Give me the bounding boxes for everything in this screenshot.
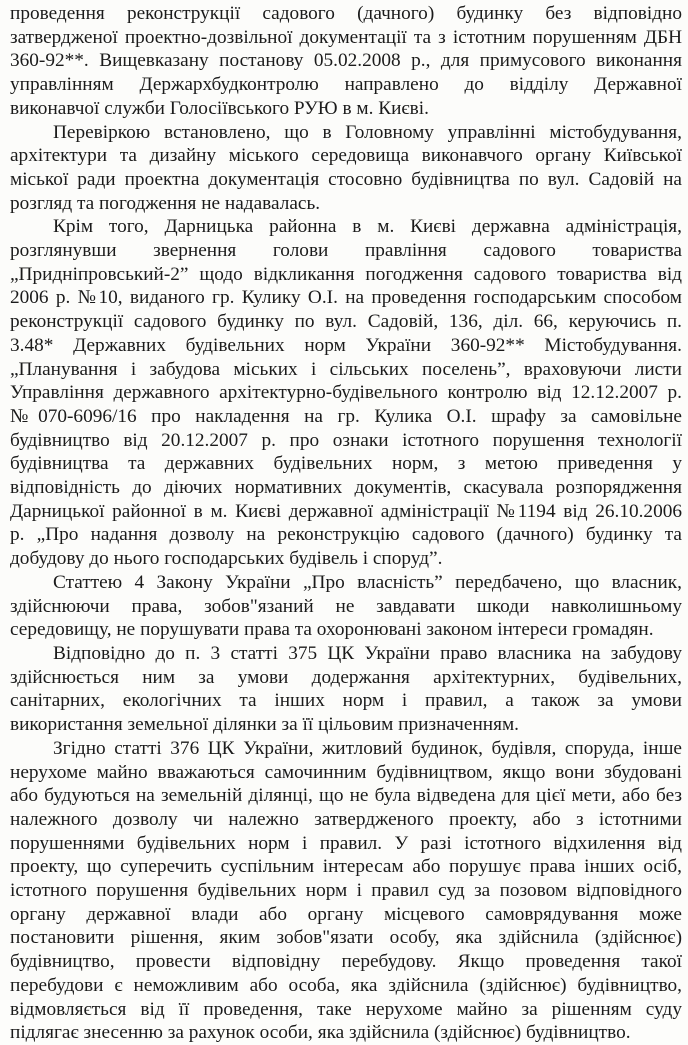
text-line: розглянувши звернення голови правління садового товариства [10,240,682,262]
text-line: проведення реконструкції садового (дачного) будинку без відповідно [10,3,682,24]
text-line: здійснюючи права, зобов"язаний не завдавати шкоди навколишньому [10,595,682,617]
text-line: управлінням Держархбудконтролю направлено до відділу Державної [10,74,682,96]
text-line: істотного порушення будівельних норм і правил суд за позовом відповідного [10,880,682,902]
text-line: виконавчої служби Голосіївського РУЮ в м. Києві. [10,97,429,119]
paragraph-5 [10,642,682,737]
text-line: р. „Про надання дозволу на реконструкцію садового (дачного) будинку та [10,524,682,546]
text-line: 3.48* Державних будівельних норм України 360-92** Містобудування. [10,334,682,356]
text-line: порушеннями будівельних норм і правил. У разі істотного відхилення від [10,832,682,854]
text-line: 360-92**. Вищевказану постанову 05.02.2008 р., для примусового виконання [10,50,682,72]
paragraph-6 [10,737,682,1045]
text-line: відмовляється від її проведення, таке нерухоме майно за рішенням суду [10,998,682,1020]
text-line: Згідно статті 376 ЦК України, житловий будинок, будівля, споруда, інше [53,737,682,759]
paragraph-1 [10,2,682,121]
text-line: розгляд та погодження не надавалась. [10,192,321,214]
text-line: №070-6096/16 про накладення на гр. Кулика О.І. шрафу за самовільне [10,405,682,427]
text-line: здійснюється ним за умови додержання архітектурних, будівельних, [10,666,682,688]
paragraph-4 [10,571,682,642]
text-line: добудову до нього господарських будівель і споруд”. [10,548,443,570]
text-line: нерухоме майно вважаються самочинним будівництвом, якщо вони збудовані [10,761,682,783]
text-line: затвердженої проектно-дозвільної документації та з істотним порушенням ДБН [10,26,682,48]
text-line: Статтею 4 Закону України „Про власність” передбачено, що власник, [53,571,682,593]
text-line: або будуються на земельній ділянці, що не була відведена для цієї мети, або без [10,785,682,807]
text-line: постановити рішення, яким зобов"язати особу, яка здійснила (здійснює) [10,927,682,949]
text-line: будівництво, провести відповідну перебудову. Якщо проведення такої [10,951,682,973]
text-line: Дарницької районної в м. Києві державної адміністрації №1194 від 26.10.2006 [10,500,682,522]
paragraph-2 [10,121,682,216]
text-line: Крім того, Дарницька районна в м. Києві державна адміністрація, [53,216,682,238]
text-line: „Придніпровський-2” щодо відкликання погодження садового товариства від [10,263,682,285]
text-line: належного дозволу чи належно затвердженого проекту, або з істотними [10,808,682,830]
text-line: відповідність до діючих нормативних документів, скасувала розпорядження [10,477,682,499]
text-line: Управління державного архітектурно-будівельного контролю від 12.12.2007 р. [10,382,682,404]
text-line: органу державної влади або органу місцевого самоврядування може [10,903,682,925]
text-line: будівництва та державних будівельних норм, з метою приведення у [10,453,682,475]
text-line: архітектури та дизайну міського середовища виконавчого органу Київської [10,145,682,167]
text-line: Перевіркою встановлено, що в Головному управлінні містобудування, [53,121,682,143]
text-line: використання земельної ділянки за її цільовим призначенням. [10,714,519,736]
text-line: санітарних, екологічних та інших норм і правил, а також за умови [10,690,682,712]
text-line: „Планування і забудова міських і сільських поселень”, враховуючи листи [10,358,682,380]
text-line: перебудови є неможливим або особа, яка здійснила (здійснює) будівництво, [10,974,682,996]
text-line: міської ради проектна документація стосовно будівництва по вул. Садовій на [10,168,682,190]
text-line: будівництво від 20.12.2007 р. про ознаки істотного порушення технології [10,429,682,451]
text-line: проекту, що суперечить суспільним інтересам або порушує права інших осіб, [10,856,682,878]
text-line: середовищу, не порушувати права та охоронювані законом інтереси громадян. [10,619,654,641]
text-line: реконструкції садового будинку по вул. Садовій, 136, діл. 66, керуючись п. [10,311,682,333]
paragraph-3 [10,215,682,571]
text-line: підлягає знесенню за рахунок особи, яка здійснила (здійснює) будівництво. [10,1022,631,1044]
text-line: Відповідно до п. 3 статті 375 ЦК України право власника на забудову [53,642,682,664]
text-line: 2006 р. №10, виданого гр. Кулику О.І. на проведення господарським способом [10,287,682,309]
